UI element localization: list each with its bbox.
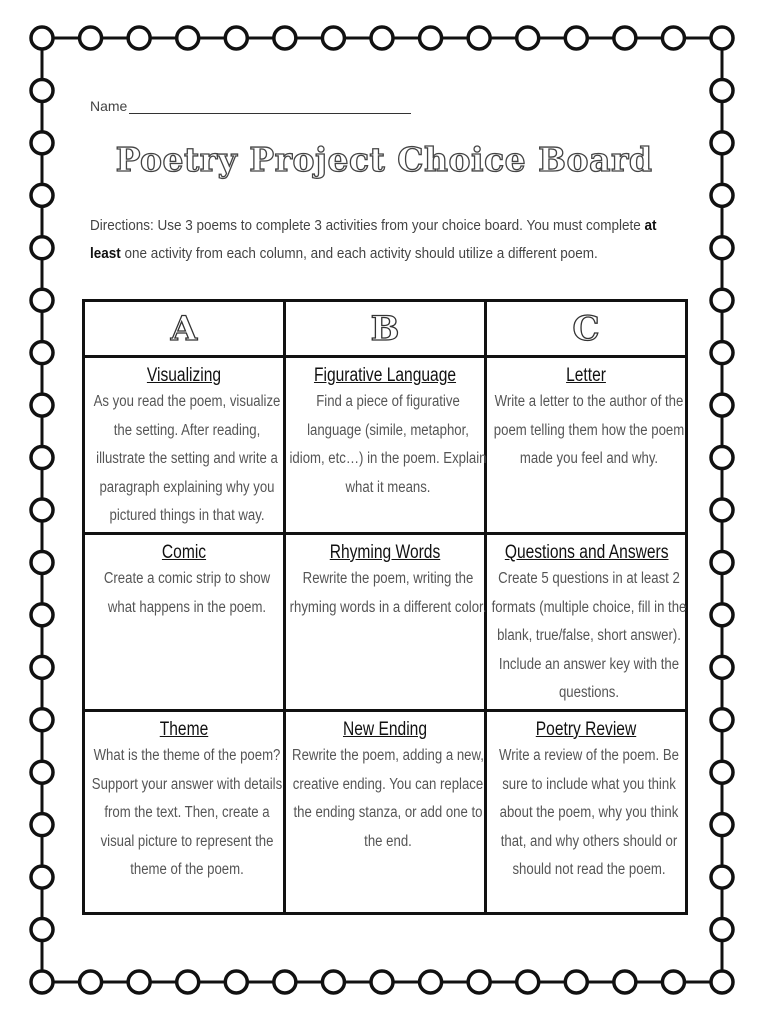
activity-description: Rewrite the poem, adding a new, creative ending. You can replace the ending stanza, or add one to the end. — [292, 747, 484, 850]
border-bead — [711, 289, 733, 311]
border-bead — [371, 27, 393, 49]
border-bead — [80, 27, 102, 49]
border-bead — [128, 27, 150, 49]
border-bead — [31, 237, 53, 259]
border-bead — [711, 971, 733, 993]
border-bead — [31, 709, 53, 731]
border-bead — [128, 971, 150, 993]
border-bead — [614, 27, 636, 49]
border-bead — [711, 866, 733, 888]
border-bead — [31, 971, 53, 993]
table-row — [84, 357, 687, 534]
border-bead — [468, 27, 490, 49]
activity-description: Create a comic strip to show what happens in the poem. — [103, 570, 271, 616]
border-bead — [371, 971, 393, 993]
activity-title: Rhyming Words — [329, 542, 441, 563]
column-header-b: B — [285, 301, 486, 357]
border-bead — [31, 394, 53, 416]
border-bead — [177, 971, 199, 993]
choice-board-table — [82, 299, 688, 915]
border-bead — [80, 971, 102, 993]
border-bead — [711, 919, 733, 941]
border-bead — [31, 447, 53, 469]
border-bead — [31, 814, 53, 836]
activity-title: Theme — [159, 719, 209, 740]
directions-after: one activity from each column, and each activity should utilize a different poem. — [120, 245, 598, 262]
border-bead — [31, 184, 53, 206]
border-bead — [662, 27, 684, 49]
border-bead — [31, 342, 53, 364]
activity-cell — [486, 711, 687, 914]
column-header-c: C — [486, 301, 687, 357]
directions-before: Directions: Use 3 poems to complete 3 activities from your choice board. You must complete — [90, 217, 645, 234]
border-bead — [711, 656, 733, 678]
border-bead — [177, 27, 199, 49]
border-bead — [614, 971, 636, 993]
border-bead — [225, 27, 247, 49]
activity-title: Comic — [161, 542, 207, 563]
activity-description: Write a review of the poem. Be sure to include what you think about the poem, why you think that, and why others should or should not read the poem. — [499, 747, 679, 878]
directions-text — [90, 212, 671, 268]
border-bead — [420, 971, 442, 993]
activity-description: Find a piece of figurative language (simile, metaphor, idiom, etc…) in the poem. Explain what it means. — [289, 393, 487, 496]
border-bead — [322, 27, 344, 49]
activity-title: Figurative Language — [313, 365, 457, 386]
border-bead — [711, 394, 733, 416]
activity-cell — [285, 711, 486, 914]
activity-title: New Ending — [342, 719, 427, 740]
border-bead — [322, 971, 344, 993]
activity-title: Poetry Review — [535, 719, 637, 740]
border-bead — [565, 27, 587, 49]
border-bead — [31, 551, 53, 573]
activity-description: As you read the poem, visualize the setting. After reading, illustrate the setting and write a paragraph explaining why you pictured things in that way. — [93, 393, 281, 524]
activity-cell — [285, 357, 486, 534]
border-bead — [31, 604, 53, 626]
activity-title: Visualizing — [146, 365, 222, 386]
border-bead — [274, 971, 296, 993]
border-bead — [711, 551, 733, 573]
border-bead — [31, 79, 53, 101]
border-bead — [31, 499, 53, 521]
border-bead — [711, 814, 733, 836]
activity-cell — [285, 534, 486, 711]
table-row — [84, 711, 687, 914]
table-row — [84, 534, 687, 711]
page-title: Poetry Project Choice Board — [115, 140, 653, 179]
activity-title: Questions and Answers — [504, 542, 669, 563]
name-label: Name — [90, 98, 128, 114]
header-row — [84, 301, 687, 357]
column-header-a: A — [84, 301, 285, 357]
border-bead — [31, 289, 53, 311]
border-bead — [468, 971, 490, 993]
border-bead — [711, 342, 733, 364]
activity-description: Rewrite the poem, writing the rhyming words in a different color. — [289, 570, 487, 616]
activity-cell — [486, 534, 687, 711]
activity-description: Write a letter to the author of the poem telling them how the poem made you feel and why. — [493, 393, 685, 467]
directions-bold-at: at — [644, 217, 657, 234]
border-bead — [711, 604, 733, 626]
border-bead — [711, 27, 733, 49]
border-bead — [31, 761, 53, 783]
border-bead — [711, 79, 733, 101]
name-field — [90, 94, 410, 114]
activity-description: Create 5 questions in at least 2 formats (multiple choice, fill in the blank, true/false, short answer). Include an answer key with the questions. — [491, 570, 687, 701]
border-bead — [31, 656, 53, 678]
border-bead — [517, 27, 539, 49]
border-bead — [31, 27, 53, 49]
border-bead — [711, 447, 733, 469]
activity-description: What is the theme of the poem? Support your answer with details from the text. Then, create a visual picture to represent the theme of the poem. — [91, 747, 283, 878]
border-bead — [31, 866, 53, 888]
activity-cell — [84, 711, 285, 914]
activity-cell — [84, 357, 285, 534]
border-bead — [225, 971, 247, 993]
border-bead — [274, 27, 296, 49]
name-line[interactable] — [129, 97, 411, 114]
border-bead — [711, 761, 733, 783]
border-bead — [420, 27, 442, 49]
border-bead — [565, 971, 587, 993]
border-bead — [711, 132, 733, 154]
border-bead — [31, 919, 53, 941]
border-bead — [711, 499, 733, 521]
border-bead — [31, 132, 53, 154]
activity-cell — [486, 357, 687, 534]
border-bead — [711, 184, 733, 206]
border-bead — [711, 709, 733, 731]
activity-title: Letter — [566, 365, 606, 386]
border-bead — [517, 971, 539, 993]
border-bead — [662, 971, 684, 993]
directions-bold-least: least — [90, 245, 121, 262]
border-bead — [711, 237, 733, 259]
activity-cell — [84, 534, 285, 711]
